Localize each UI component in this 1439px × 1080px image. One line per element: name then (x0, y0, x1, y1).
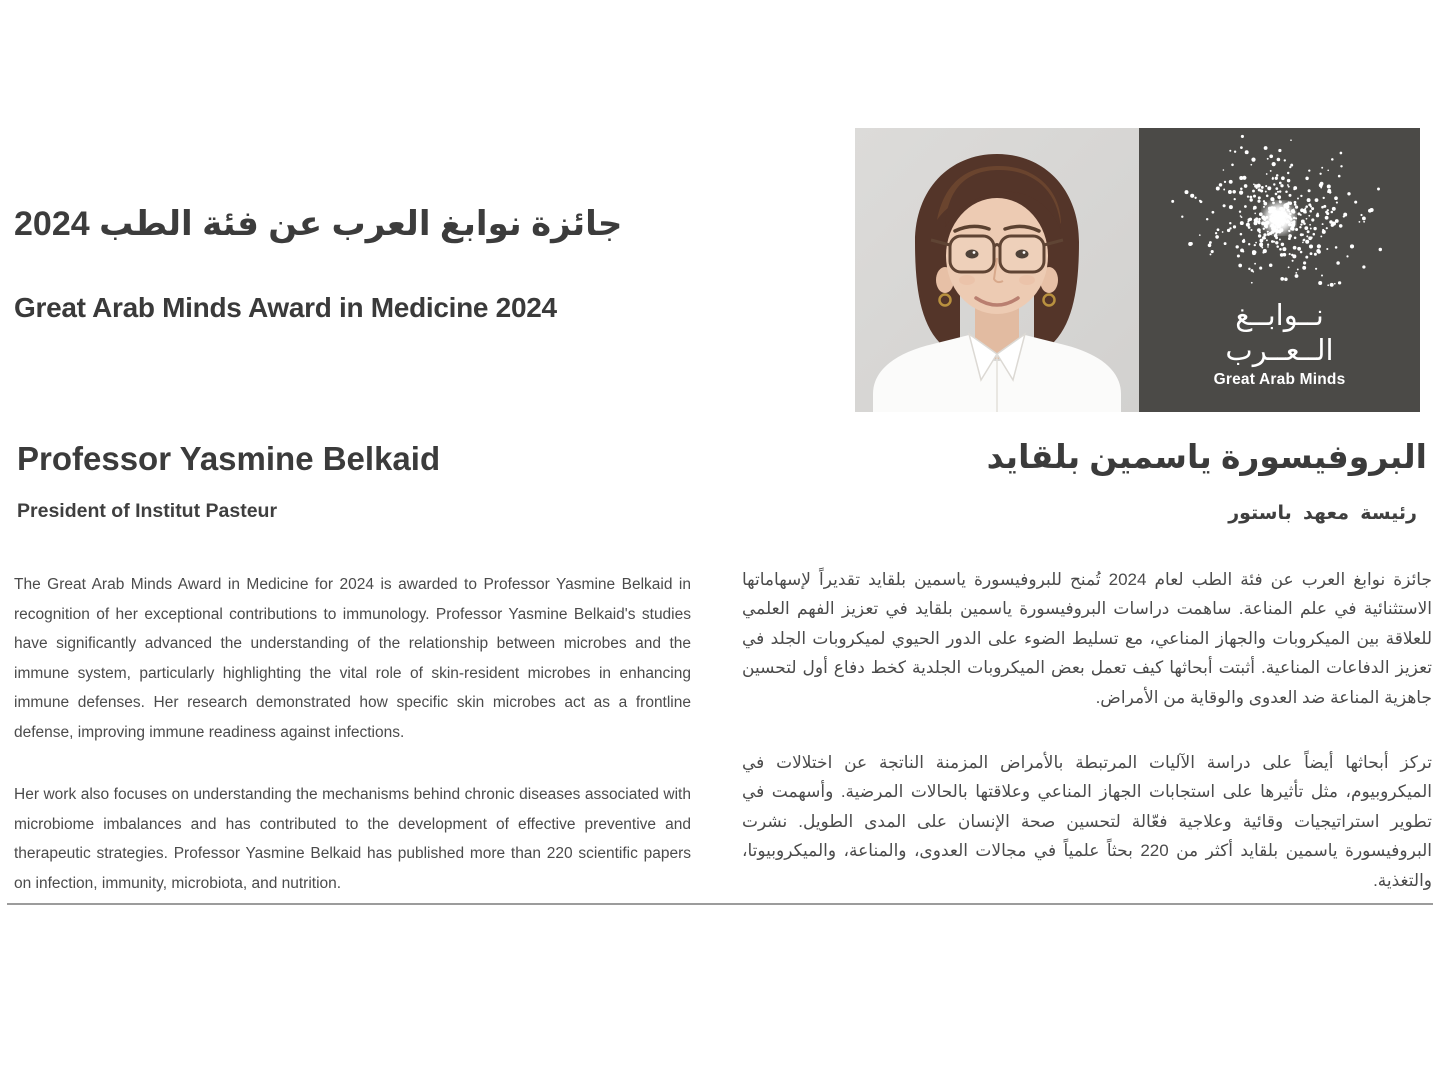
citation-paragraph-2-arabic: تركز أبحاثها أيضاً على دراسة الآليات المرتبطة بالأمراض المزمنة الناتجة عن اختلالات في الميكروبيوم، مثل تأثيرها على استجابات الجهاز المناعي وعلاقتها بالحالات المرضية. وأسهمت في تطوير استراتيجيات وقائية وعلاجية فعّالة لتحسين صحة الإنسان على المدى الطويل. نشرت البروفيسورة ياسمين بلقايد أكثر من 220 بحثاً علمياً في مجالات العدوى، والمناعة، والميكروبيوتا، والتغذية. (742, 753, 1433, 890)
citation-paragraph-2-english: Her work also focuses on understanding the mechanisms behind chronic diseases associated with microbiome imbalances and has contributed to the development of effective preventive and therapeutic strategies. Professor Yasmine Belkaid has published more than 220 scientific papers on infection, immunity, microbiota, and nutrition. (14, 786, 691, 892)
laureate-name-arabic: البروفيسورة ياسمين بلقايد (986, 438, 1427, 475)
logo-arabic-wordmark-line2: الــعــرب (1225, 333, 1334, 367)
great-arab-minds-logo-panel (1139, 128, 1420, 412)
laureate-role-english: President of Institut Pasteur (17, 500, 278, 522)
citation-paragraph-1-english: The Great Arab Minds Award in Medicine for 2024 is awarded to Professor Yasmine Belkaid in recognition of her exceptional contributions to immunology. Professor Yasmine Belkaid's studies have significantly advanced the understanding of the relationship between microbes and the immune system, particularly highlighting the vital role of skin-resident microbes in enhancing immune defenses. Her research demonstrated how specific skin microbes act as a frontline defense, improving immune readiness against infections. (14, 576, 691, 741)
logo-english-wordmark: Great Arab Minds (1213, 371, 1346, 388)
award-title-arabic: جائزة نوابغ العرب عن فئة الطب 2024 (14, 205, 623, 243)
award-title-english: Great Arab Minds Award in Medicine 2024 (14, 292, 557, 323)
laureate-name-english: Professor Yasmine Belkaid (17, 440, 441, 477)
citation-paragraph-1-arabic: جائزة نوابغ العرب عن فئة الطب لعام 2024 تُمنح للبروفيسورة ياسمين بلقايد تقديراً لإسهاماتها الاستثنائية في علم المناعة. ساهمت دراسات البروفيسورة ياسمين بلقايد في تعزيز الفهم العلمي للعلاقة بين الميكروبات والجهاز المناعي، مع تسليط الضوء على الدور الحيوي لميكروبات الجلد في تعزيز الدفاعات المناعية. أثبتت أبحاثها كيف تعمل بعض الميكروبات الجلدية كخط دفاع أول لتحسين جاهزية المناعة ضد العدوى والوقاية من الأمراض. (742, 570, 1432, 707)
laureate-role-arabic: رئيسة معهد باستور (1228, 503, 1417, 524)
starburst-dots-icon (1139, 132, 1420, 300)
dot-cloud (1171, 135, 1382, 287)
logo-arabic-wordmark-line1: نــوابــغ (1235, 298, 1324, 332)
laureate-portrait-photo (855, 128, 1139, 412)
bottom-divider-line (7, 903, 1433, 905)
